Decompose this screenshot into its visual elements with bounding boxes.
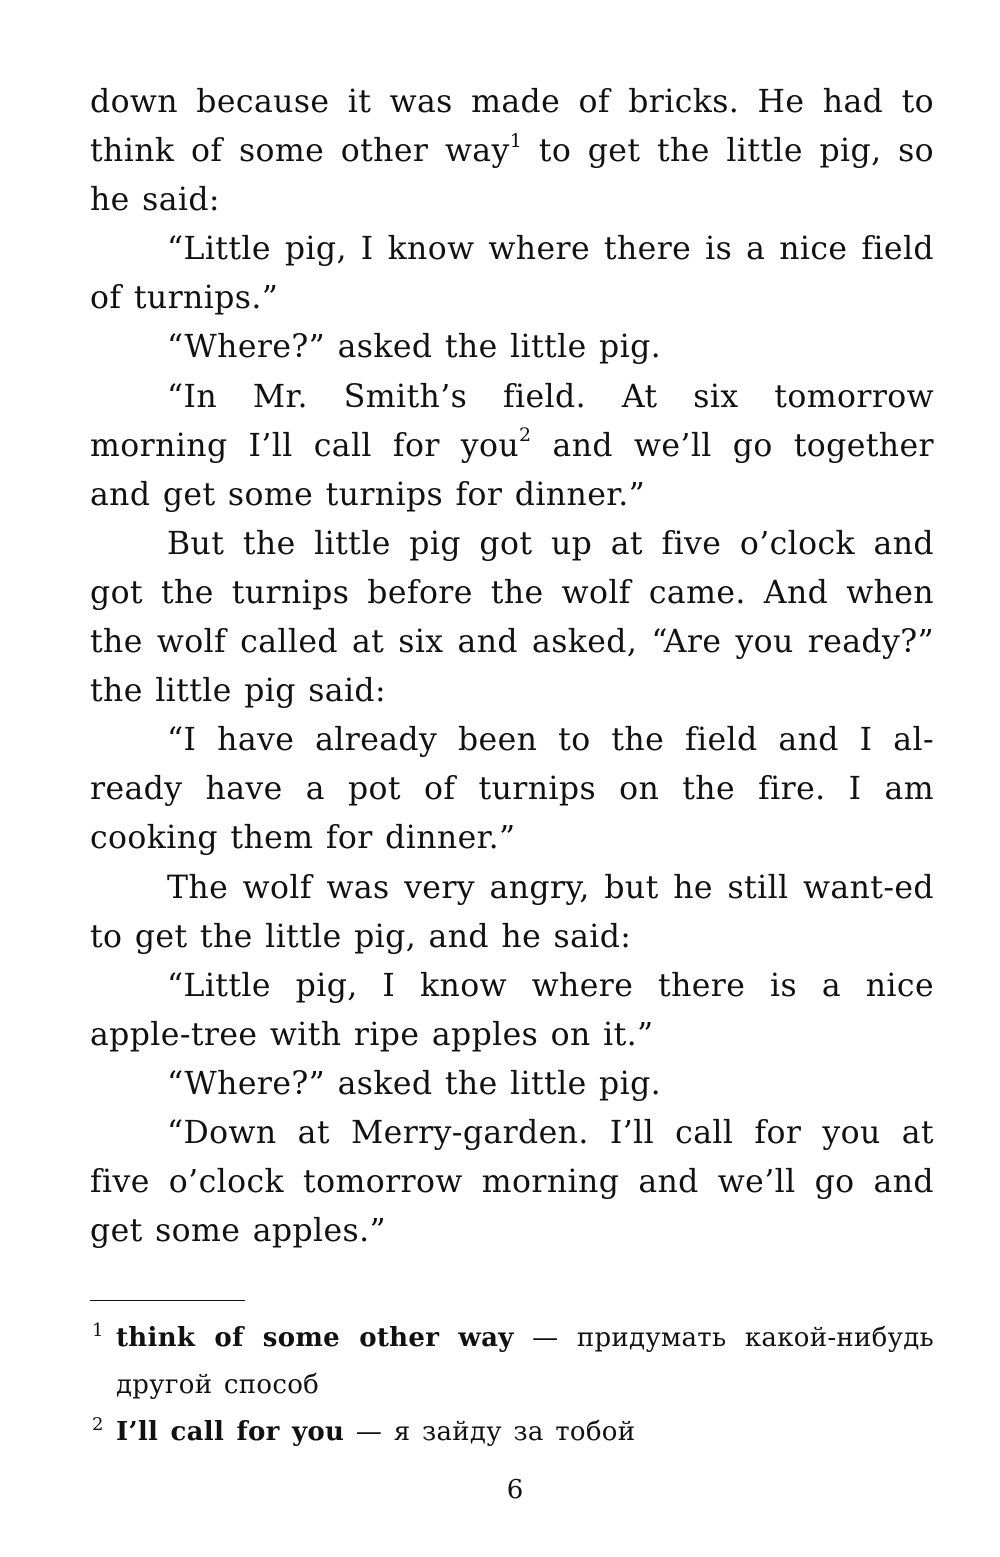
paragraph <box>90 373 934 520</box>
paragraph-text: “Down at Merry-garden. I’ll call for you at five o’clock tomorrow morning and we’ll go and get some apples.” <box>90 1114 934 1250</box>
paragraph <box>90 78 934 225</box>
footnote-divider <box>90 1300 245 1301</box>
paragraph-text: “Little pig, I know where there is a nice apple-tree with ripe apples on it.” <box>90 967 934 1053</box>
paragraph-text: “Where?” asked the little pig. <box>167 329 662 366</box>
paragraph <box>90 225 934 323</box>
footnote-term: think of some other way <box>116 1323 514 1353</box>
footnote-number: 2 <box>92 1414 104 1435</box>
paragraph-text: “Where?” asked the little pig. <box>167 1065 662 1102</box>
footnote <box>90 1409 934 1456</box>
paragraph-text: to get the little pig, so he said: <box>90 133 934 219</box>
paragraph <box>90 864 934 962</box>
footnote-translation: я зайду за тобой <box>393 1417 636 1447</box>
paragraph-text: The wolf was very angry, but he still want-ed to get the little pig, and he said: <box>90 869 934 955</box>
paragraph <box>90 716 934 863</box>
paragraph-text: down because it was made of bricks. He had to think of some other way <box>90 84 934 170</box>
paragraph <box>90 520 934 716</box>
story-text <box>90 78 934 1256</box>
footnote <box>90 1315 934 1409</box>
paragraph-text: “In Mr. Smith’s field. At six tomorrow morning I’ll call for you <box>90 378 934 464</box>
page-number: 6 <box>506 1475 524 1505</box>
footnotes <box>90 1315 934 1456</box>
footnote-dash: — <box>355 1417 383 1447</box>
footnote-dash: — <box>532 1323 559 1353</box>
paragraph-text: and we’ll go together and get some turnips for dinner.” <box>90 427 934 513</box>
paragraph <box>90 323 934 372</box>
paragraph <box>90 1060 934 1109</box>
footnote-translation: придумать какой-нибудь другой способ <box>116 1323 934 1400</box>
paragraph <box>90 962 934 1060</box>
footnote-marker: 2 <box>519 424 532 447</box>
paragraph-text: But the little pig got up at five o’clock and got the turnips before the wolf came. And when the wolf called at six and asked, “Are you ready?” the little pig said: <box>90 525 934 710</box>
footnote-marker: 1 <box>509 129 523 152</box>
paragraph-text: “Little pig, I know where there is a nice field of turnips.” <box>90 231 934 317</box>
footnote-number: 1 <box>92 1320 104 1341</box>
paragraph-text: “I have already been to the field and I al-ready have a pot of turnips on the fire. I am cooking them for dinner.” <box>90 722 934 857</box>
paragraph <box>90 1109 934 1256</box>
footnote-term: I’ll call for you <box>116 1417 345 1447</box>
page-body <box>90 78 934 1256</box>
